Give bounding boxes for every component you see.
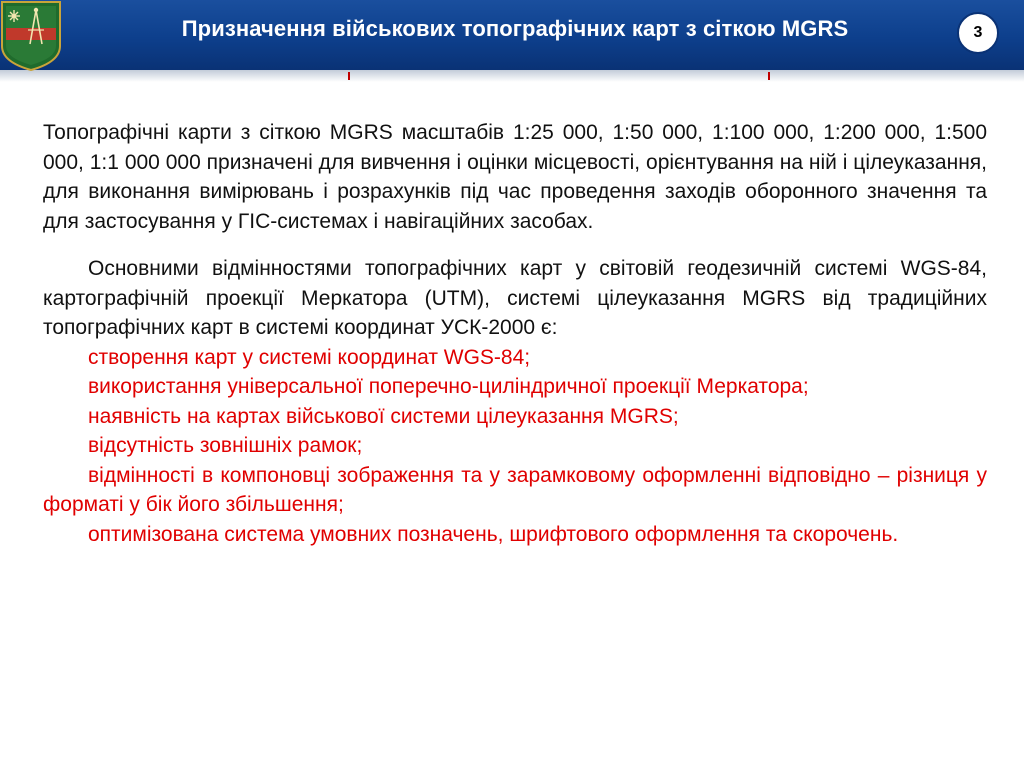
difference-item: відсутність зовнішніх рамок; [88, 434, 363, 457]
difference-item: використання універсальної поперечно-циліндричної проекції Меркатора; [88, 375, 809, 398]
slide-title: Призначення військових топографічних карт з сіткою MGRS [181, 16, 849, 41]
difference-item: наявність на картах військової системи цілеуказання MGRS; [88, 404, 679, 428]
decorative-tick-right [768, 72, 770, 80]
difference-item: відмінності в компоновці зображення та у зарамковому оформленні відповідно – різниця у форматі у бік його збільшення; [43, 463, 987, 516]
slide-body [43, 118, 987, 549]
page-number-badge: 3 [957, 12, 999, 54]
differences-intro-paragraph: Основними відмінностями топографічних карт у світовій геодезичній системі WGS-84, картографічній проекції Меркатора (UTM), системі цілеуказання MGRS від традиційних топографічних карт в системі координат УСК-2000 є: [43, 257, 987, 339]
decorative-tick-left [348, 72, 350, 80]
difference-item: оптимізована система умовних позначень, шрифтового оформлення та скорочень. [88, 522, 899, 546]
header-shadow [0, 70, 1024, 82]
difference-item: створення карт у системі координат WGS-84; [88, 345, 531, 369]
military-emblem-icon [0, 0, 62, 72]
intro-paragraph: Топографічні карти з сіткою MGRS масштабів 1:25 000, 1:50 000, 1:100 000, 1:200 000, 1:500 000, 1:1 000 000 призначені для вивчення і оцінки місцевості, орієнтування на ній і цілеуказання, для виконання вимірювань і розрахунків під час проведення заходів оборонного значення та для застосування у ГІС-системах і навігаційних засобах. [43, 121, 987, 233]
